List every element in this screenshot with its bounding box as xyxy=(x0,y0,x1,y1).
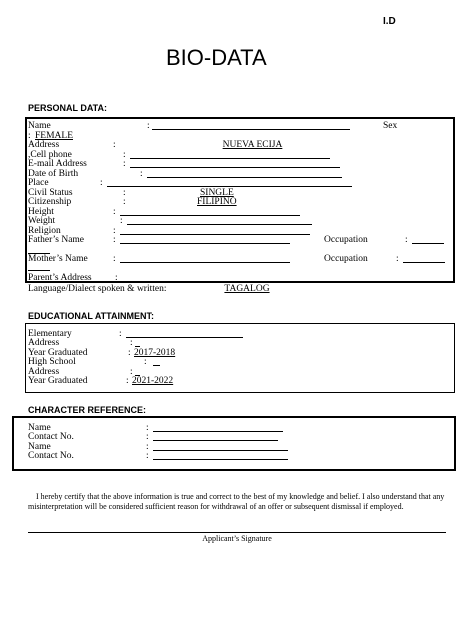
email-label: E-mail Address xyxy=(28,159,87,169)
mother-occupation-field[interactable] xyxy=(403,262,445,263)
elementary-field[interactable] xyxy=(126,337,243,338)
weight-field[interactable] xyxy=(127,224,312,225)
education-box xyxy=(25,323,455,393)
father-occupation-field[interactable] xyxy=(412,243,444,244)
ref1-name-label: Name xyxy=(28,423,51,433)
signature-line[interactable] xyxy=(28,532,446,533)
name-field[interactable] xyxy=(152,129,350,130)
language-value[interactable]: TAGALOG xyxy=(224,284,270,294)
father-name-label: Father’s Name xyxy=(28,235,85,245)
ref2-name-label: Name xyxy=(28,442,51,452)
hs-year-label: Year Graduated xyxy=(28,376,88,386)
parents-address-label: Parent’s Address xyxy=(28,273,92,283)
sex-label: Sex xyxy=(383,121,398,131)
ref2-contact-field[interactable] xyxy=(153,459,288,460)
civil-status-label: Civil Status xyxy=(28,188,73,198)
elem-year-label: Year Graduated xyxy=(28,348,88,358)
mother-name-field[interactable] xyxy=(120,262,290,263)
civil-status-value[interactable]: SINGLE xyxy=(200,188,234,198)
hs-address-label: Address xyxy=(28,367,60,377)
high-school-field[interactable] xyxy=(153,365,160,366)
religion-label: Religion xyxy=(28,226,61,236)
height-field[interactable] xyxy=(120,215,300,216)
ref2-name-field[interactable] xyxy=(153,450,288,451)
mother-occupation-label: Occupation xyxy=(324,254,368,264)
mother-name-label: Mother’s Name xyxy=(28,254,88,264)
elem-year-value[interactable]: 2017-2018 xyxy=(134,348,176,358)
dob-field[interactable] xyxy=(147,177,342,178)
email-field[interactable] xyxy=(130,167,340,168)
elem-address-label: Address xyxy=(28,338,60,348)
citizenship-label: Citizenship xyxy=(28,197,72,207)
cell-phone-label: ,Cell phone xyxy=(28,150,72,160)
high-school-label: High School xyxy=(28,357,76,367)
elementary-label: Elementary xyxy=(28,329,72,339)
hs-year-value[interactable]: 2021-2022 xyxy=(132,376,174,386)
ref2-contact-label: Contact No. xyxy=(28,451,74,461)
name-label: Name xyxy=(28,121,51,131)
father-occupation-label: Occupation xyxy=(324,235,368,245)
id-label: I.D xyxy=(383,16,396,27)
reference-heading: CHARACTER REFERENCE: xyxy=(28,405,147,415)
certification-text: I hereby certify that the above information is true and correct to the best of my knowledge and belief. I also understand that any misinterpretation will be considered sufficient reason for withdrawal of an offer or subsequent dismissal if employed. xyxy=(28,492,445,511)
cell-phone-field[interactable] xyxy=(130,158,330,159)
ref1-name-field[interactable] xyxy=(153,431,283,432)
dob-label: Date of Birth xyxy=(28,169,79,179)
personal-data-heading: PERSONAL DATA: xyxy=(28,103,108,113)
citizenship-value[interactable]: FILIPINO xyxy=(197,197,237,207)
sex-value[interactable]: FEMALE xyxy=(35,131,73,141)
parents-address-field[interactable] xyxy=(121,281,133,282)
place-label: Place xyxy=(28,178,49,188)
height-label: Height xyxy=(28,207,54,217)
education-heading: EDUCATIONAL ATTAINMENT: xyxy=(28,311,154,321)
language-label: Language/Dialect spoken & written: xyxy=(28,284,167,294)
reference-box xyxy=(12,416,456,471)
address-value[interactable]: NUEVA ECIJA xyxy=(222,140,283,150)
elem-address-field[interactable] xyxy=(135,346,140,347)
ref1-contact-label: Contact No. xyxy=(28,432,74,442)
weight-label: Weight xyxy=(28,216,56,226)
religion-field[interactable] xyxy=(120,234,310,235)
page-title: BIO-DATA xyxy=(166,45,267,70)
address-label: Address xyxy=(28,140,60,150)
father-name-field[interactable] xyxy=(120,243,290,244)
ref1-contact-field[interactable] xyxy=(153,440,278,441)
place-field[interactable] xyxy=(107,186,352,187)
signature-label: Applicant’s Signature xyxy=(202,534,272,543)
